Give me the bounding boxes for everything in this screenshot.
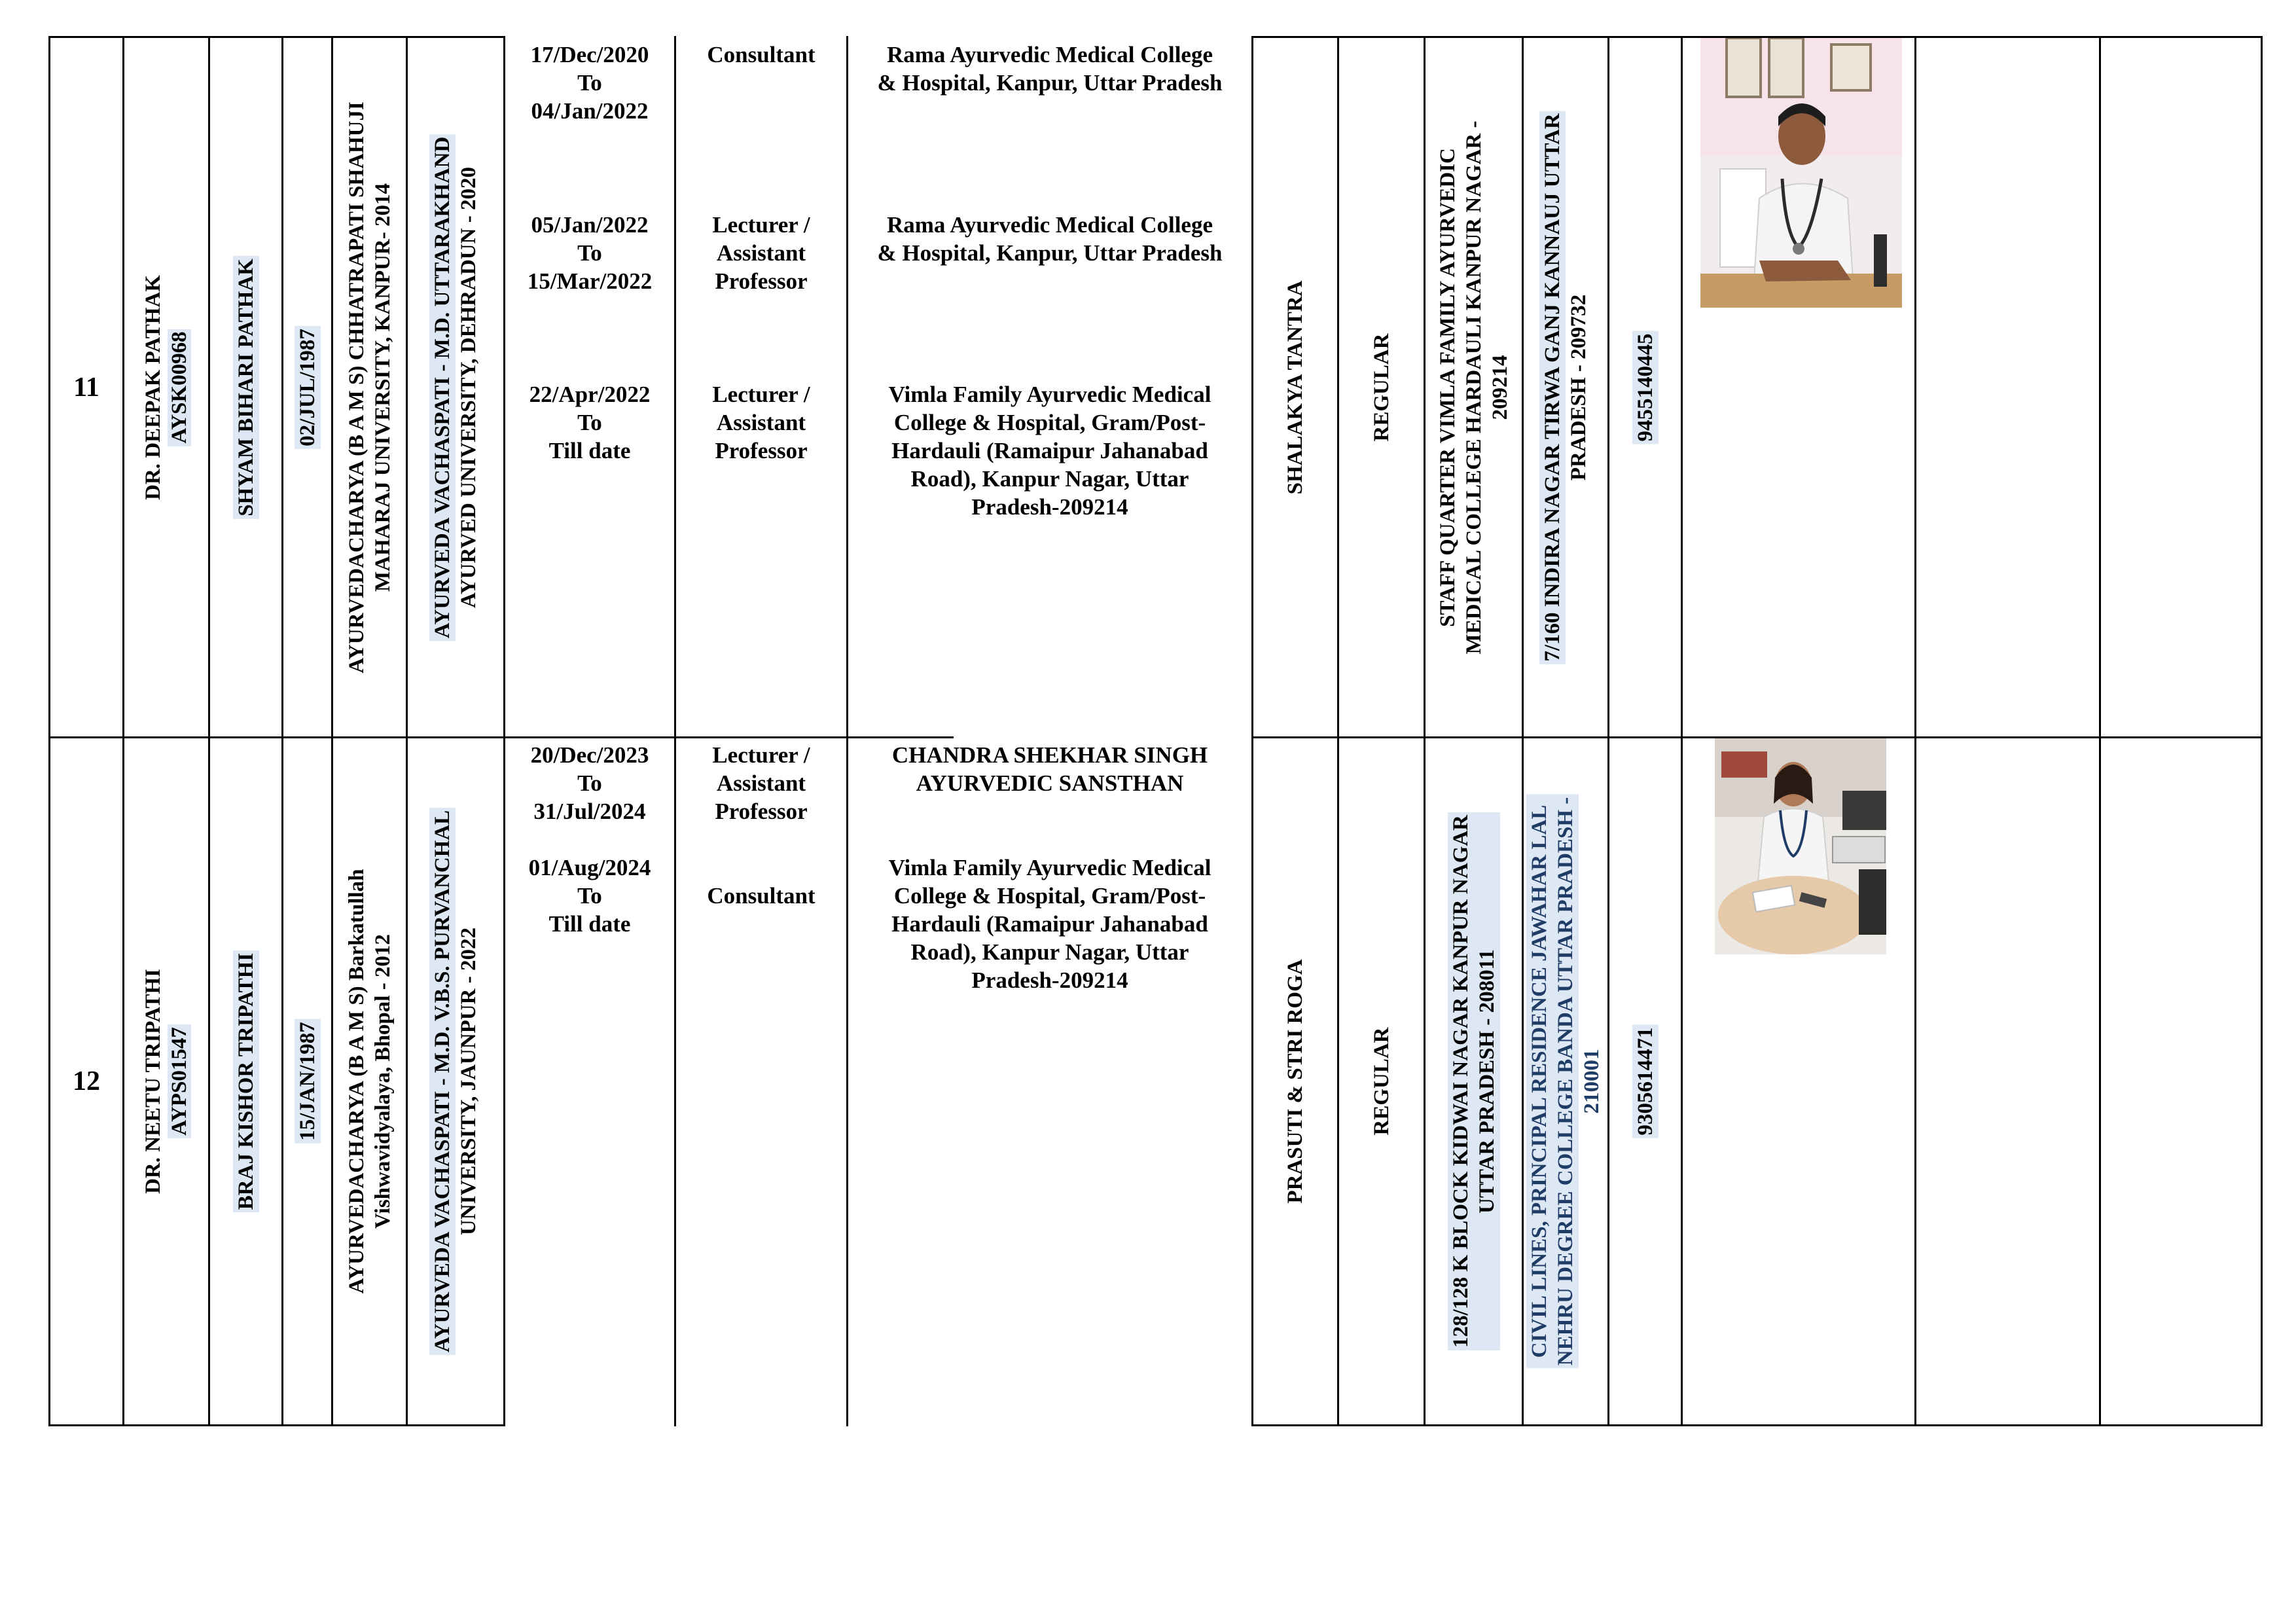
name-cell: [124, 38, 208, 736]
experience-institution: Rama Ayurvedic Medical College & Hospital, Kanpur, Uttar Pradesh: [877, 212, 1223, 266]
column-divider: [2099, 36, 2101, 1426]
employment-status: REGULAR: [1369, 1027, 1393, 1136]
department: PRASUTI & STRI ROGA: [1283, 959, 1307, 1204]
name-cell: [124, 738, 208, 1424]
doctor-photo: [1715, 738, 1886, 954]
pg-qualification-line: AYURVED UNIVERSITY, DEHRADUN - 2020: [457, 166, 480, 608]
column-divider: [1681, 36, 1683, 1426]
local-address-cell: [1426, 738, 1522, 1424]
permanent-address-line: NEHRU DEGREE COLLEGE BANDA UTTAR PRADESH -: [1552, 795, 1579, 1369]
permanent-address-line: CIVIL LINES, PRINCIPAL RESIDENCE JAWAHAR LAL: [1526, 795, 1552, 1369]
father-name-cell: [210, 38, 281, 736]
experience-period: 22/Apr/2022 To Till date: [529, 382, 651, 463]
experience-institution: Vimla Family Ayurvedic Medical College & Hospital, Gram/Post- Hardauli (Ramaipur Jahanabad Road), Kanpur Nagar, Uttar Pradesh-209214: [888, 855, 1211, 993]
table-border-bottom: [48, 1424, 505, 1426]
permanent-address-line: 7/160 INDIRA NAGAR TIRWA GANJ KANNAUJ UTTAR: [1539, 111, 1566, 664]
doctor-name: DR. DEEPAK PATHAK: [141, 274, 165, 500]
experience-institution: CHANDRA SHEKHAR SINGH AYURVEDIC SANSTHAN: [891, 742, 1208, 796]
father-name-cell: [210, 738, 281, 1424]
serial-number: 11: [73, 372, 99, 403]
status-cell: [1339, 738, 1424, 1424]
registration-number: AYSK00968: [166, 275, 192, 500]
registration-number: AYPS01547: [166, 969, 192, 1194]
date-of-birth: 15/JAN/1987: [295, 1019, 321, 1144]
experience-designation: Consultant: [707, 883, 816, 909]
ug-qualification-line: AYURVEDACHARYA (B A M S) Barkatullah: [344, 869, 368, 1294]
status-cell: [1339, 38, 1424, 736]
local-address-line: MEDICAL COLLEGE HARDAULI KANPUR NAGAR -: [1462, 120, 1486, 654]
local-address-line: 209214: [1488, 355, 1512, 420]
ug-qualification-line: Vishwavidyalaya, Bhopal - 2012: [370, 934, 395, 1229]
table-border-right: [2261, 36, 2263, 1426]
department-cell: [1253, 738, 1337, 1424]
column-divider: [1914, 36, 1916, 1426]
dob-cell: [283, 738, 331, 1424]
local-address-cell: [1426, 38, 1522, 736]
ug-qualification-cell: [333, 38, 406, 736]
experience-designation: Consultant: [707, 42, 816, 67]
experience-designation: Lecturer / Assistant Professor: [712, 742, 810, 824]
local-address-line: STAFF QUARTER VIMLA FAMILY AYURVEDIC: [1435, 147, 1460, 627]
pg-qualification-cell: [408, 38, 503, 736]
experience-institution: Rama Ayurvedic Medical College & Hospital, Kanpur, Uttar Pradesh: [877, 42, 1223, 96]
mobile-number: 9305614471: [1632, 1025, 1659, 1138]
department: SHALAKYA TANTRA: [1283, 280, 1307, 494]
table-border-bottom: [1251, 1424, 2263, 1426]
experience-institution: Vimla Family Ayurvedic Medical College & Hospital, Gram/Post- Hardauli (Ramaipur Jahanabad Road), Kanpur Nagar, Uttar Pradesh-209214: [888, 382, 1211, 520]
mobile-cell: [1609, 38, 1681, 736]
experience-period: 20/Dec/2023 To 31/Jul/2024: [530, 742, 649, 824]
experience-designation: Lecturer / Assistant Professor: [712, 382, 810, 463]
experience-period: 01/Aug/2024 To Till date: [528, 855, 651, 937]
ug-qualification-line: AYURVEDACHARYA (B A M S) CHHATRAPATI SHAHUJI: [344, 101, 368, 674]
permanent-address-cell: [1524, 738, 1607, 1424]
department-cell: [1253, 38, 1337, 736]
pg-qualification-line: UNIVERSITY, JAUNPUR - 2022: [457, 928, 480, 1236]
permanent-address-line: PRADESH - 209732: [1567, 294, 1590, 480]
date-of-birth: 02/JUL/1987: [295, 326, 321, 449]
doctor-name: DR. NEETU TRIPATHI: [141, 969, 165, 1194]
ug-qualification-line: MAHARAJ UNIVERSITY, KANPUR- 2014: [370, 183, 395, 592]
pg-qualification-line: AYURVEDA VACHASPATI - M.D. UTTARAKHAND: [429, 134, 456, 640]
father-name: BRAJ KISHOR TRIPATHI: [233, 950, 259, 1212]
serial-number: 12: [73, 1066, 100, 1096]
pg-qualification-cell: [408, 738, 503, 1424]
ug-qualification-cell: [333, 738, 406, 1424]
mobile-number: 9455140445: [1632, 331, 1659, 444]
pg-qualification-line: AYURVEDA VACHASPATI - M.D. V.B.S. PURVANCHAL: [429, 808, 456, 1355]
experience-period: 05/Jan/2022 To 15/Mar/2022: [527, 212, 653, 294]
local-address-line: UTTAR PRADESH - 208011: [1474, 812, 1500, 1350]
permanent-address-cell: [1524, 38, 1607, 736]
mobile-cell: [1609, 738, 1681, 1424]
local-address-line: 128/128 K BLOCK KIDWAI NAGAR KANPUR NAGAR: [1448, 812, 1474, 1350]
father-name: SHYAM BIHARI PATHAK: [233, 256, 259, 519]
doctor-photo: [1700, 38, 1902, 308]
dob-cell: [283, 38, 331, 736]
experience-designation: Lecturer / Assistant Professor: [712, 212, 810, 294]
employment-status: REGULAR: [1369, 333, 1393, 442]
permanent-address-line: 210001: [1580, 1049, 1604, 1114]
experience-period: 17/Dec/2020 To 04/Jan/2022: [530, 42, 649, 124]
